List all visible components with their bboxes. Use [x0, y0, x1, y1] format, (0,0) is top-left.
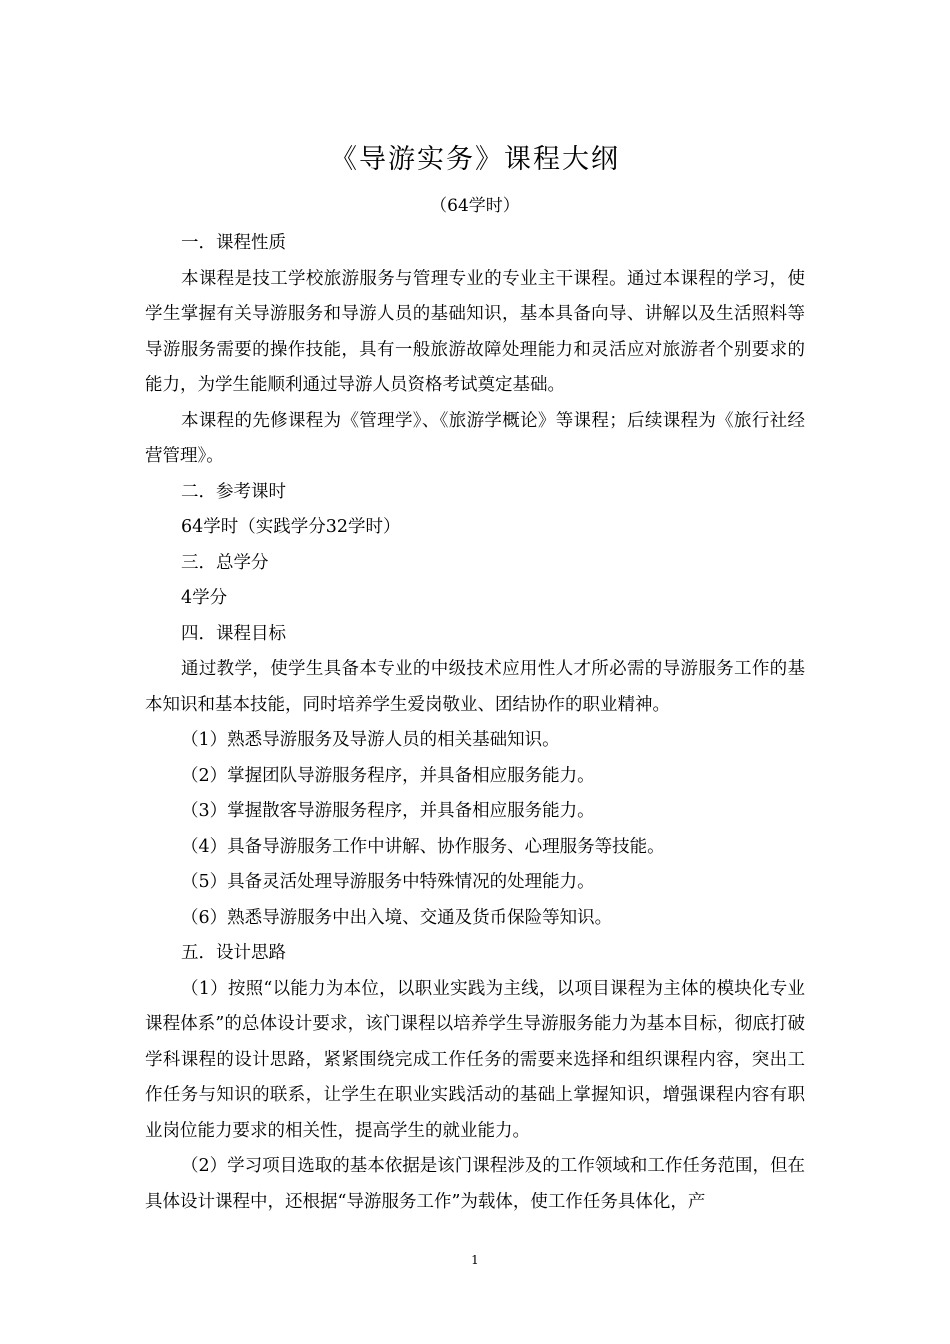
objective-item: （2）掌握团队导游服务程序，并具备相应服务能力。 [181, 765, 595, 786]
section-heading-credits: 三．总学分 [181, 552, 269, 573]
objective-item: （1）熟悉导游服务及导游人员的相关基础知识。 [181, 730, 560, 750]
page-number: 1 [471, 1253, 479, 1267]
paragraph-credits: 4学分 [181, 588, 228, 608]
document-body [145, 226, 805, 1220]
document-subtitle: （64学时） [430, 196, 520, 216]
section-heading-hours: 二．参考课时 [181, 481, 286, 502]
objective-item: （5）具备灵活处理导游服务中特殊情况的处理能力。 [181, 872, 595, 892]
objective-item: （6）熟悉导游服务中出入境、交通及货币保险等知识。 [181, 907, 613, 928]
objective-item: （4）具备导游服务工作中讲解、协作服务、心理服务等技能。 [181, 836, 665, 857]
section-heading-objectives: 四．课程目标 [181, 623, 286, 644]
paragraph-prerequisites: 本课程的先修课程为《管理学》、《旅游学概论》等课程；后续课程为《旅行社经营管理》。 [145, 410, 805, 466]
paragraph-hours: 64学时（实践学分32学时） [181, 517, 401, 537]
section-heading-design: 五．设计思路 [181, 943, 286, 963]
objective-item: （3）掌握散客导游服务程序，并具备相应服务能力。 [181, 801, 595, 821]
paragraph-design-1: （1）按照“以能力为本位，以职业实践为主线，以项目课程为主体的模块化专业课程体系”的总体设计要求，该门课程以培养学生导游服务能力为基本目标，彻底打破学科课程的设计思路，紧紧围绕完成工作任务的需要来选择和组织课程内容，突出工作任务与知识的联系，让学生在职业实践活动的基础上掌握知识，增强课程内容有职业岗位能力要求的相关性，提高学生的就业能力。 [145, 978, 805, 1141]
section-heading-nature: 一．课程性质 [181, 233, 286, 253]
paragraph-objectives: 通过教学，使学生具备本专业的中级技术应用性人才所必需的导游服务工作的基本知识和基本技能，同时培养学生爱岗敬业、团结协作的职业精神。 [145, 659, 805, 715]
paragraph-design-2: （2）学习项目选取的基本依据是该门课程涉及的工作领域和工作任务范围，但在具体设计课程中，还根据“导游服务工作”为载体，使工作任务具体化，产 [145, 1156, 805, 1212]
document-title: 《导游实务》课程大纲 [330, 144, 620, 175]
paragraph-course-nature: 本课程是技工学校旅游服务与管理专业的专业主干课程。通过本课程的学习，使学生掌握有关导游服务和导游人员的基础知识，基本具备向导、讲解以及生活照料等导游服务需要的操作技能，具有一般旅游故障处理能力和灵活应对旅游者个别要求的能力，为学生能顺利通过导游人员资格考试奠定基础。 [145, 268, 805, 395]
